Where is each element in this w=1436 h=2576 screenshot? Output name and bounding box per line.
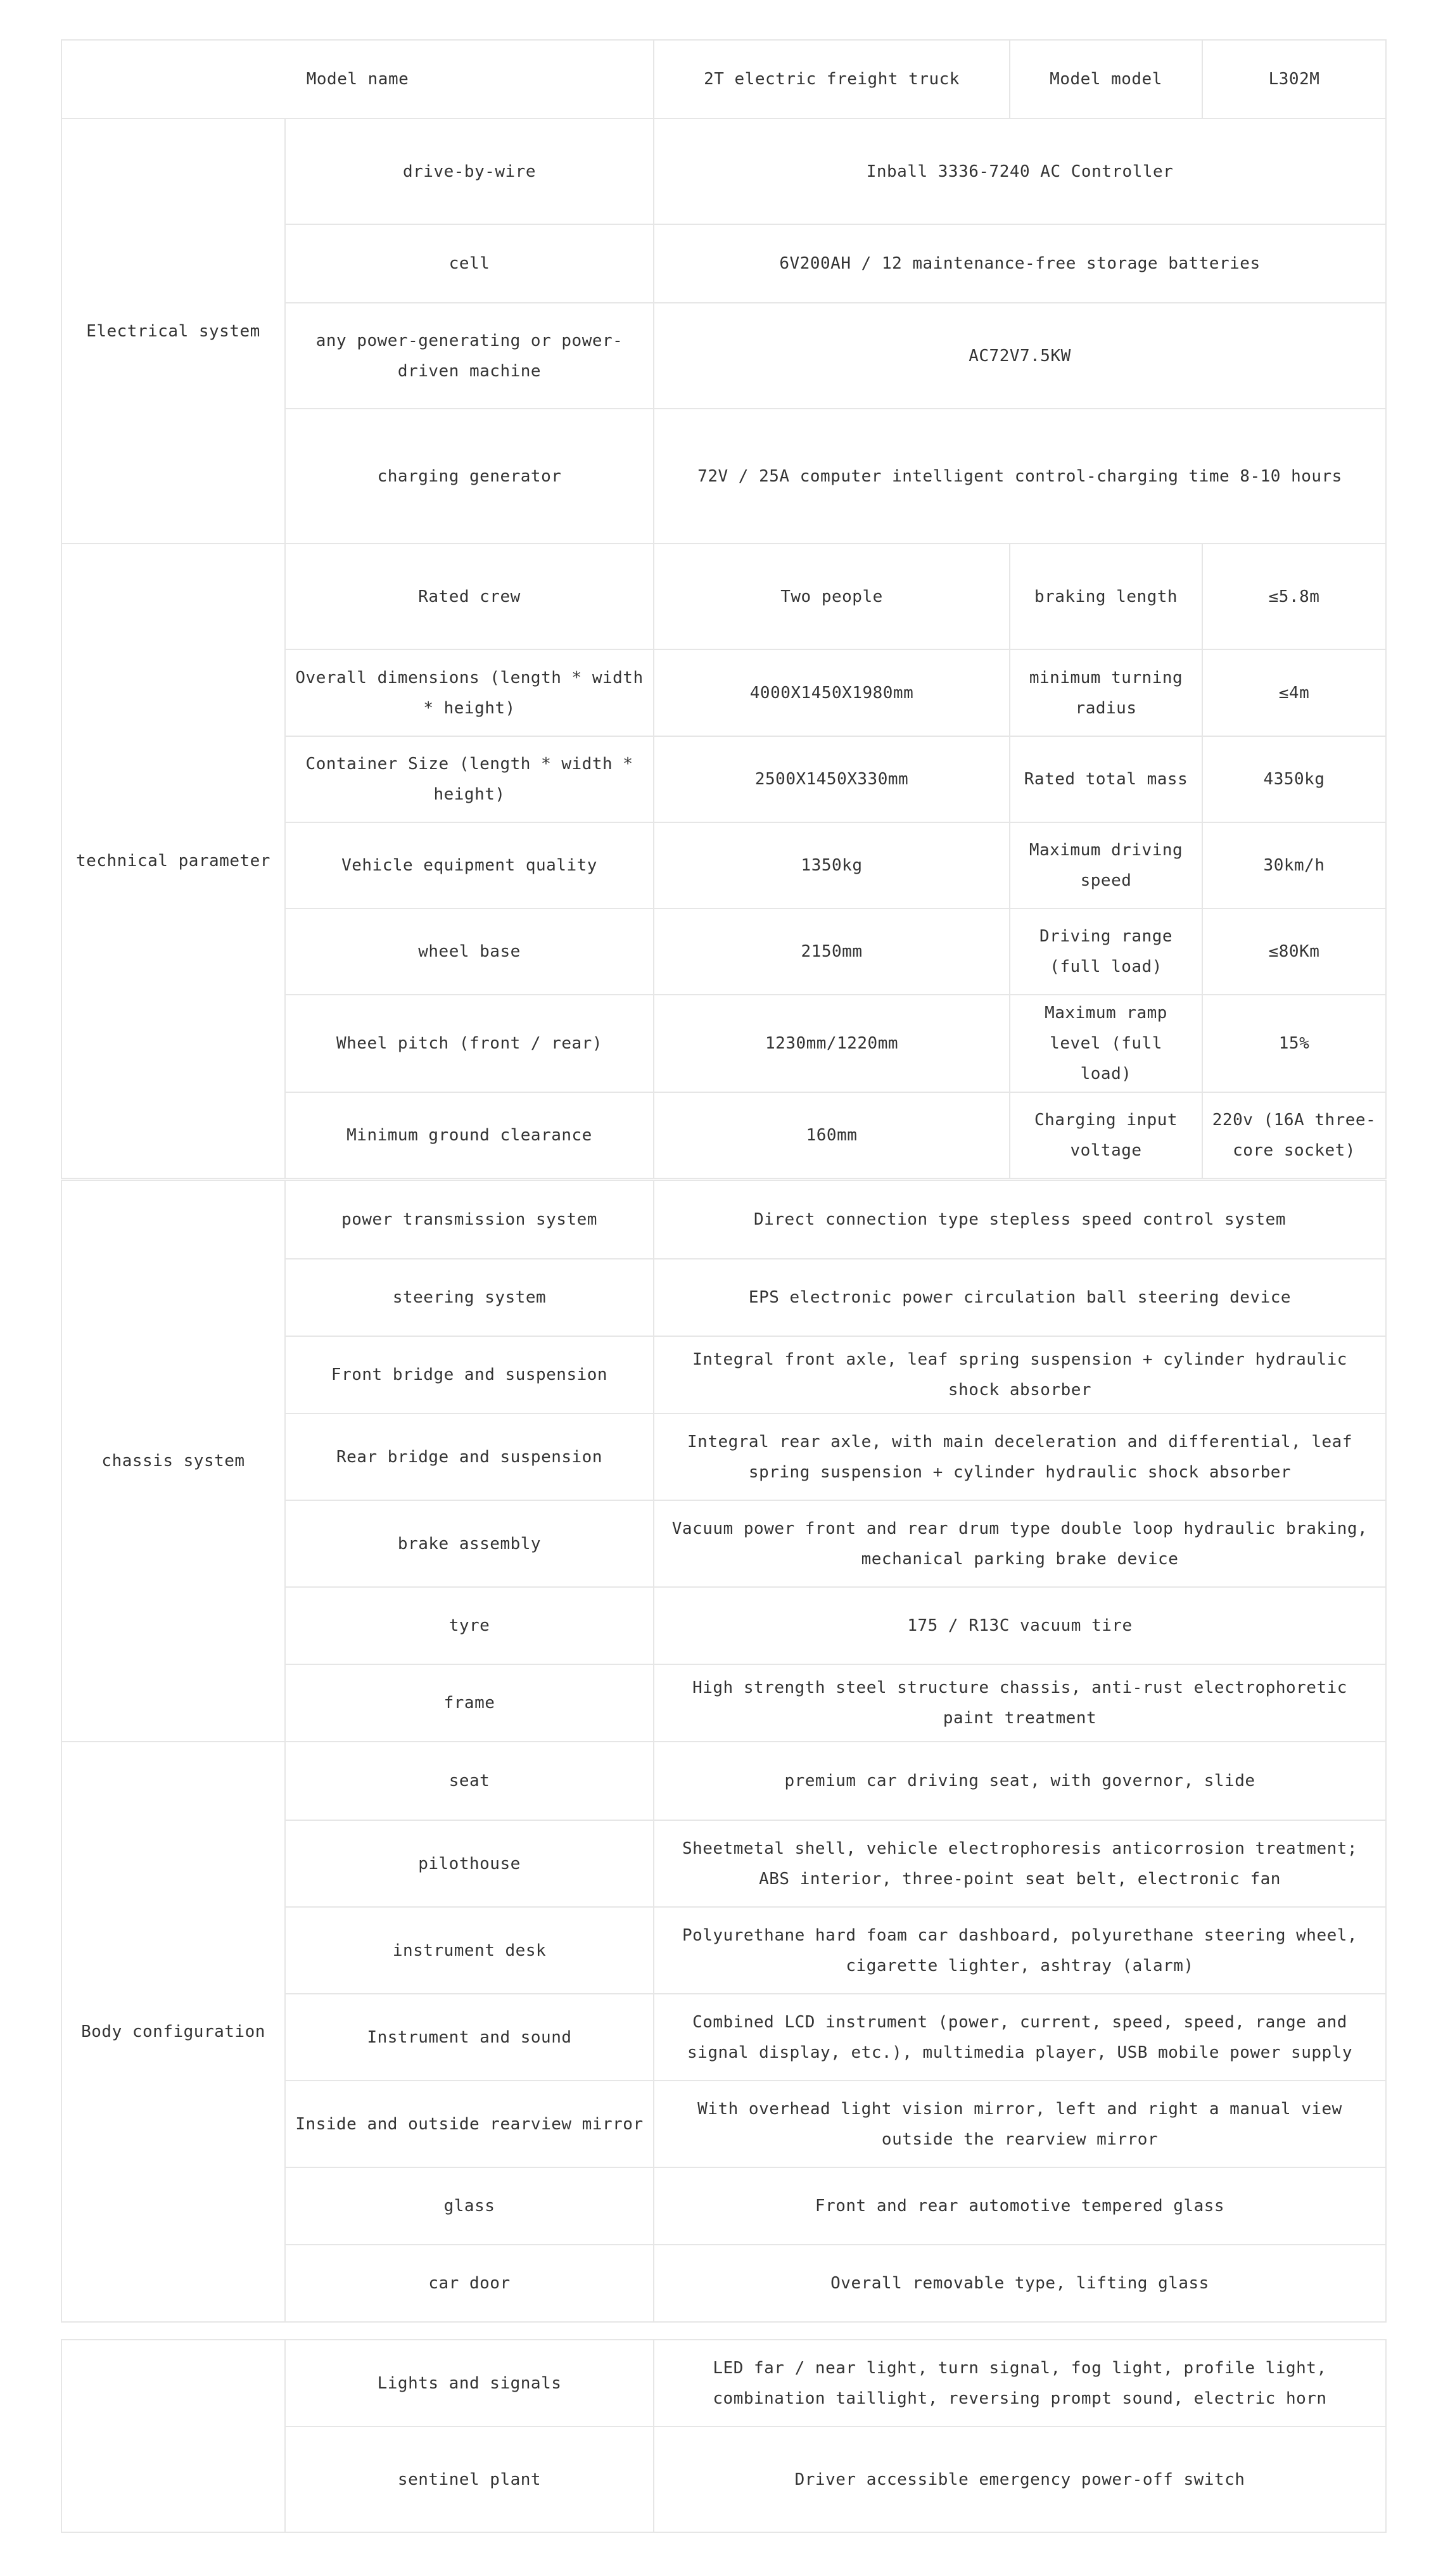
model-name-value: 2T electric freight truck — [654, 40, 1010, 118]
spec-table-bottom — [61, 2339, 1387, 2533]
spec-value: Driver accessible emergency power-off switch — [654, 2426, 1386, 2532]
technical-section-label: technical parameter — [61, 544, 285, 1178]
electrical-section-label: Electrical system — [61, 118, 285, 544]
spec-name-secondary: braking length — [1010, 544, 1202, 649]
lights-section-label — [61, 2340, 285, 2532]
body-row — [61, 1742, 1386, 1820]
spec-name: steering system — [285, 1259, 654, 1336]
spec-name-secondary: Driving range (full load) — [1010, 909, 1202, 995]
lights-row — [61, 2340, 1386, 2426]
model-value: L302M — [1202, 40, 1386, 118]
spec-value-secondary: 30km/h — [1202, 822, 1386, 909]
spec-name: Container Size (length * width * height) — [285, 736, 654, 822]
spec-value: EPS electronic power circulation ball steering device — [654, 1259, 1386, 1336]
spec-value: With overhead light vision mirror, left and right a manual view outside the rearview mirror — [654, 2081, 1386, 2167]
spec-value: Sheetmetal shell, vehicle electrophoresis anticorrosion treatment; ABS interior, three-point seat belt, electronic fan — [654, 1820, 1386, 1907]
spec-name: pilothouse — [285, 1820, 654, 1907]
body-section-label: Body configuration — [61, 1742, 285, 2322]
spec-value: Inball 3336-7240 AC Controller — [654, 118, 1386, 224]
spec-name: tyre — [285, 1587, 654, 1664]
spec-value: Polyurethane hard foam car dashboard, polyurethane steering wheel, cigarette lighter, ashtray (alarm) — [654, 1907, 1386, 1994]
spec-value-secondary: ≤5.8m — [1202, 544, 1386, 649]
spec-value: Integral rear axle, with main deceleration and differential, leaf spring suspension + cylinder hydraulic shock absorber — [654, 1413, 1386, 1500]
model-name-label: Model name — [61, 40, 654, 118]
spec-value: 6V200AH / 12 maintenance-free storage batteries — [654, 224, 1386, 303]
spec-name: glass — [285, 2167, 654, 2245]
chassis-row — [61, 1180, 1386, 1259]
electrical-row — [61, 118, 1386, 224]
spec-name: Vehicle equipment quality — [285, 822, 654, 909]
spec-value: AC72V7.5KW — [654, 303, 1386, 409]
spec-name: Lights and signals — [285, 2340, 654, 2426]
spec-value: High strength steel structure chassis, anti-rust electrophoretic paint treatment — [654, 1664, 1386, 1742]
spec-value: 1230mm/1220mm — [654, 995, 1010, 1092]
spec-name: Instrument and sound — [285, 1994, 654, 2081]
spec-value: Vacuum power front and rear drum type double loop hydraulic braking, mechanical parking brake device — [654, 1500, 1386, 1587]
spec-value: 2150mm — [654, 909, 1010, 995]
spec-name: charging generator — [285, 409, 654, 544]
chassis-section-label: chassis system — [61, 1180, 285, 1742]
spec-name: sentinel plant — [285, 2426, 654, 2532]
spec-value: Direct connection type stepless speed control system — [654, 1180, 1386, 1259]
spec-value: 72V / 25A computer intelligent control-charging time 8-10 hours — [654, 409, 1386, 544]
spec-name: instrument desk — [285, 1907, 654, 1994]
spec-value: 1350kg — [654, 822, 1010, 909]
spec-name: drive-by-wire — [285, 118, 654, 224]
spec-name: Overall dimensions (length * width * height) — [285, 649, 654, 736]
spec-name: seat — [285, 1742, 654, 1820]
spec-value: 160mm — [654, 1092, 1010, 1178]
spec-table-top — [61, 39, 1387, 1179]
model-row — [61, 40, 1386, 118]
spec-name: brake assembly — [285, 1500, 654, 1587]
spec-name: Rear bridge and suspension — [285, 1413, 654, 1500]
spec-value: Front and rear automotive tempered glass — [654, 2167, 1386, 2245]
spec-name: cell — [285, 224, 654, 303]
spec-value: 2500X1450X330mm — [654, 736, 1010, 822]
spec-name: Rated crew — [285, 544, 654, 649]
spec-name: Minimum ground clearance — [285, 1092, 654, 1178]
spec-name-secondary: minimum turning radius — [1010, 649, 1202, 736]
spec-value: premium car driving seat, with governor, slide — [654, 1742, 1386, 1820]
spec-value: Two people — [654, 544, 1010, 649]
model-label: Model model — [1010, 40, 1202, 118]
spec-name: power transmission system — [285, 1180, 654, 1259]
spec-value: LED far / near light, turn signal, fog light, profile light, combination taillight, reversing prompt sound, electric horn — [654, 2340, 1386, 2426]
spec-value: Combined LCD instrument (power, current, speed, speed, range and signal display, etc.), multimedia player, USB mobile power supply — [654, 1994, 1386, 2081]
spec-name-secondary: Charging input voltage — [1010, 1092, 1202, 1178]
spec-value: Overall removable type, lifting glass — [654, 2245, 1386, 2322]
spec-value: 4000X1450X1980mm — [654, 649, 1010, 736]
spec-name: Inside and outside rearview mirror — [285, 2081, 654, 2167]
spec-name: frame — [285, 1664, 654, 1742]
spec-value-secondary: 15% — [1202, 995, 1386, 1092]
spec-name-secondary: Maximum driving speed — [1010, 822, 1202, 909]
spec-name: Front bridge and suspension — [285, 1336, 654, 1413]
spec-value: 175 / R13C vacuum tire — [654, 1587, 1386, 1664]
spec-name: car door — [285, 2245, 654, 2322]
technical-row — [61, 544, 1386, 649]
spec-value: Integral front axle, leaf spring suspension + cylinder hydraulic shock absorber — [654, 1336, 1386, 1413]
spec-name: wheel base — [285, 909, 654, 995]
spec-value-secondary: 220v (16A three-core socket) — [1202, 1092, 1386, 1178]
spec-name: Wheel pitch (front / rear) — [285, 995, 654, 1092]
spec-name-secondary: Maximum ramp level (full load) — [1010, 995, 1202, 1092]
spec-value-secondary: ≤80Km — [1202, 909, 1386, 995]
spec-value-secondary: ≤4m — [1202, 649, 1386, 736]
spec-table-middle — [61, 1180, 1387, 2323]
spec-name-secondary: Rated total mass — [1010, 736, 1202, 822]
spec-value-secondary: 4350kg — [1202, 736, 1386, 822]
spec-name: any power-generating or power-driven machine — [285, 303, 654, 409]
